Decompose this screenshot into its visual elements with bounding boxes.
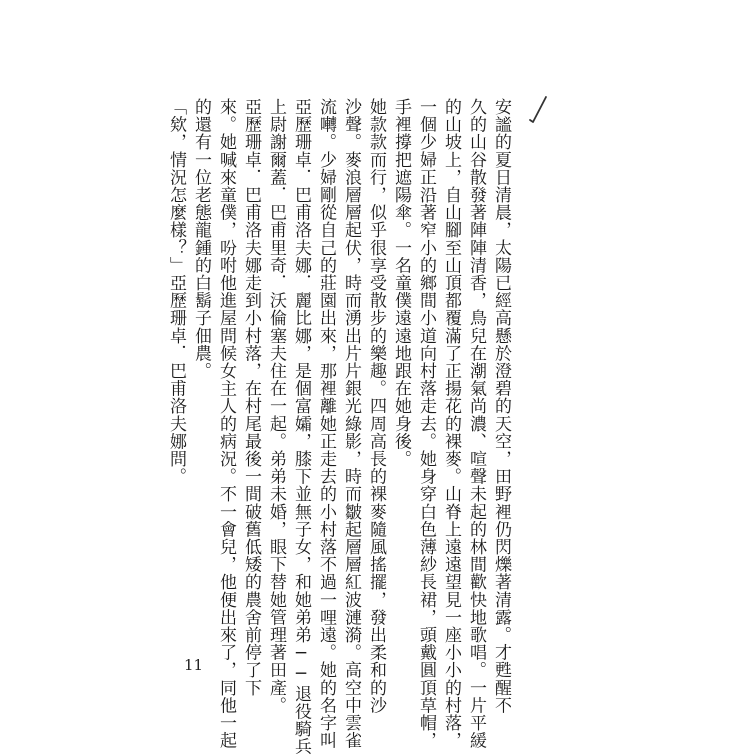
- text-column: 「欸，情況怎麼樣？」亞歷珊卓．巴甫洛夫娜問。: [166, 98, 186, 486]
- text-column: 亞歷珊卓．巴甫洛夫娜．麗比娜，是個富孀，膝下並無子女，和她弟弟──退役騎兵: [291, 98, 311, 755]
- text-column: 的還有一位老態龍鍾的白鬍子佃農。: [191, 98, 211, 380]
- text-column: 手裡撐把遮陽傘。一名童僕遠遠地跟在她身後。: [391, 98, 411, 468]
- text-column: 流囀。少婦剛從自己的莊園出來，那裡離她正走去的小村落不過一哩遠。她的名字叫: [316, 98, 336, 750]
- text-column: 她款款而行，似乎很享受散步的樂趣。四周高長的裸麥隨風搖擺，發出柔和的沙: [366, 98, 386, 714]
- text-column: 上尉謝爾蓋．巴甫里奇．沃倫塞夫住在一起。弟弟未婚，眼下替她管理著田產。: [266, 98, 286, 714]
- text-column: 來。她喊來童僕，吩咐他進屋問候女主人的病況。不一會兒，他便出來了，同他一起: [216, 98, 236, 750]
- text-column: 沙聲。麥浪層層起伏，時而湧出片片銀光綠影，時而皺起層層紅波漣漪。高空中雲雀: [341, 98, 361, 750]
- pen-mark-icon: [527, 94, 549, 124]
- text-column: 亞歷珊卓．巴甫洛夫娜走到小村落，在村尾最後一間破舊低矮的農舍前停了下: [241, 98, 261, 697]
- text-column: 一個少婦正沿著窄小的鄉間小道向村落走去。她身穿白色薄紗長裙，頭戴圓頂草帽，: [416, 98, 436, 750]
- text-column: 的山坡上，自山腳至山頂都覆滿了正揚花的裸麥。山脊上遠遠望見一座小小的村落，: [441, 98, 461, 750]
- page-number: 11: [184, 656, 204, 674]
- text-column: 久的山谷散發著陣陣清香，鳥兒在潮氣尚濃、喧聲未起的林間歡快地歌唱。一片平緩: [466, 98, 486, 750]
- text-column: 安謐的夏日清晨，太陽已經高懸於澄碧的天空，田野裡仍閃爍著清露。才甦醒不: [491, 98, 511, 714]
